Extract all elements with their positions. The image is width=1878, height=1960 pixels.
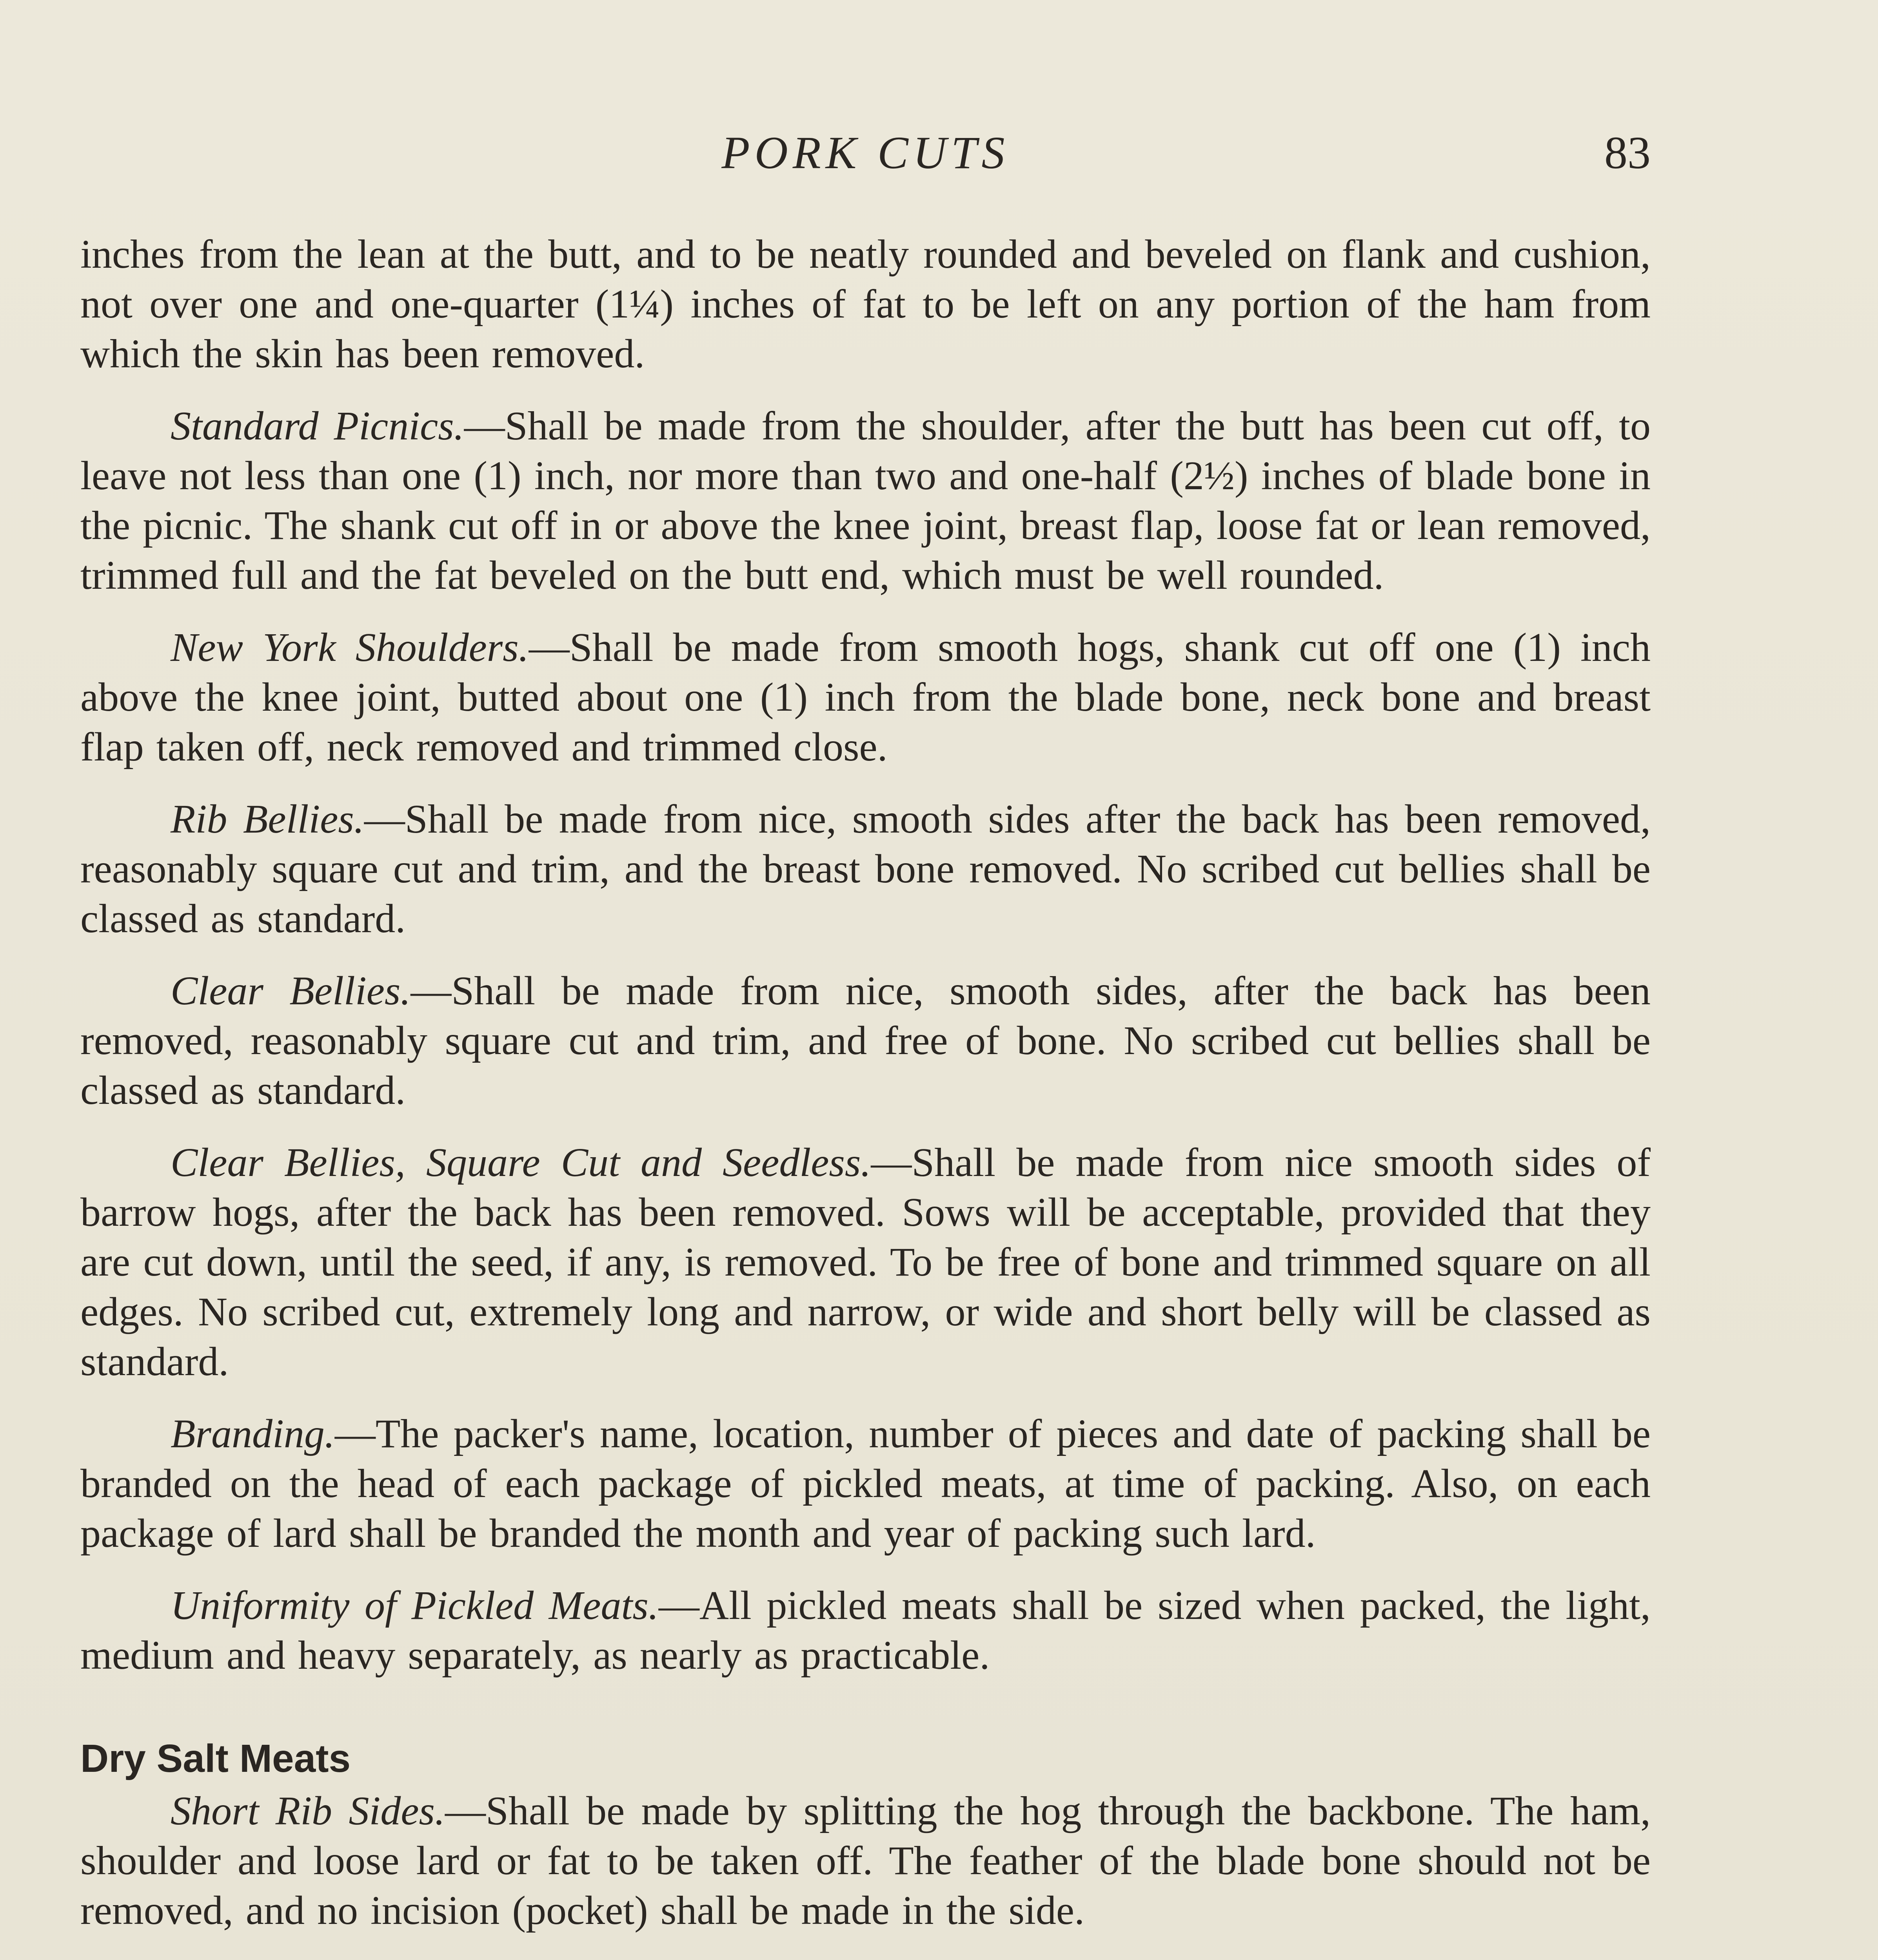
paragraph-text: —The packer's name, location, number of pieces and date of packing shall be branded on the head of each package of pickled meats, at time of packing. Also, on each package of lard shall be branded the month and year of packing such lard. <box>80 1411 1651 1556</box>
paragraph-new-york-shoulders <box>80 622 1651 772</box>
paragraph-short-rib-sides <box>80 1786 1651 1935</box>
page-header <box>80 118 1651 196</box>
paragraph-ham-continuation <box>80 229 1651 379</box>
paragraph-rib-bellies <box>80 794 1651 944</box>
paragraph-uniformity <box>80 1581 1651 1680</box>
paragraph-term: Standard Picnics. <box>171 403 464 448</box>
page-body <box>80 229 1651 1960</box>
paragraph-term: New York Shoulders. <box>171 625 529 670</box>
paragraph-text: —Shall be made from nice smooth sides of barrow hogs, after the back has been removed. Sows will be acceptable, provided that they are cut down, until the seed, if any, is removed. To be free of bone and trimmed square on all edges. No scribed cut, extremely long and narrow, or wide and short belly will be classed as standard. <box>80 1140 1651 1384</box>
page-number: 83 <box>1604 127 1651 178</box>
paragraph-text: —Shall be made from nice, smooth sides after the back has been removed, reasonably square cut and trim, and the breast bone removed. No scribed cut bellies shall be classed as standard. <box>80 797 1651 941</box>
paragraph-term: Clear Bellies, Square Cut and Seedless. <box>171 1140 871 1185</box>
section-heading: Dry Salt Meats <box>80 1737 351 1780</box>
paragraph-text: —Shall be made from nice, smooth sides, after the back has been removed, reasonably square cut and trim, and free of bone. No scribed cut bellies shall be classed as standard. <box>80 968 1651 1113</box>
paragraph-text: inches from the lean at the butt, and to be neatly rounded and beveled on flank and cushion, not over one and one-quarter (1¼) inches of fat to be left on any portion of the ham from which the skin has been removed. <box>80 232 1651 376</box>
paragraph-term: Clear Bellies. <box>171 968 411 1013</box>
paragraph-clear-bellies <box>80 966 1651 1115</box>
paragraph-term: Branding. <box>171 1411 335 1456</box>
paragraph-standard-picnics <box>80 401 1651 600</box>
paragraph-text: —Shall be made from the shoulder, after the butt has been cut off, to leave not less than one (1) inch, nor more than two and one-half (2½) inches of blade bone in the picnic. The shank cut off in or above the knee joint, breast flap, loose fat or lean removed, trimmed full and the fat beveled on the butt end, which must be well rounded. <box>80 403 1651 598</box>
paragraph-clear-bellies-seedless <box>80 1138 1651 1387</box>
paragraph-term: Uniformity of Pickled Meats. <box>171 1583 659 1628</box>
paragraph-text: —Shall be made from smooth hogs, shank cut off one (1) inch above the knee joint, butted about one (1) inch from the blade bone, neck bone and breast flap taken off, neck removed and trimmed close. <box>80 625 1651 769</box>
paragraph-text: —Shall be made by splitting the hog through the backbone. The ham, shoulder and loose lard or fat to be taken off. The feather of the blade bone should not be removed, and no incision (pocket) shall be made in the side. <box>80 1788 1651 1933</box>
paragraph-text: —All pickled meats shall be sized when packed, the light, medium and heavy separately, as nearly as practicable. <box>80 1583 1651 1678</box>
paragraph-term: Short Rib Sides. <box>171 1788 445 1833</box>
running-head: PORK CUTS <box>721 127 1010 178</box>
paragraph-extra-short-clear-sides <box>80 1958 1651 1960</box>
paragraph-branding <box>80 1409 1651 1558</box>
paragraph-term: Rib Bellies. <box>171 797 364 842</box>
